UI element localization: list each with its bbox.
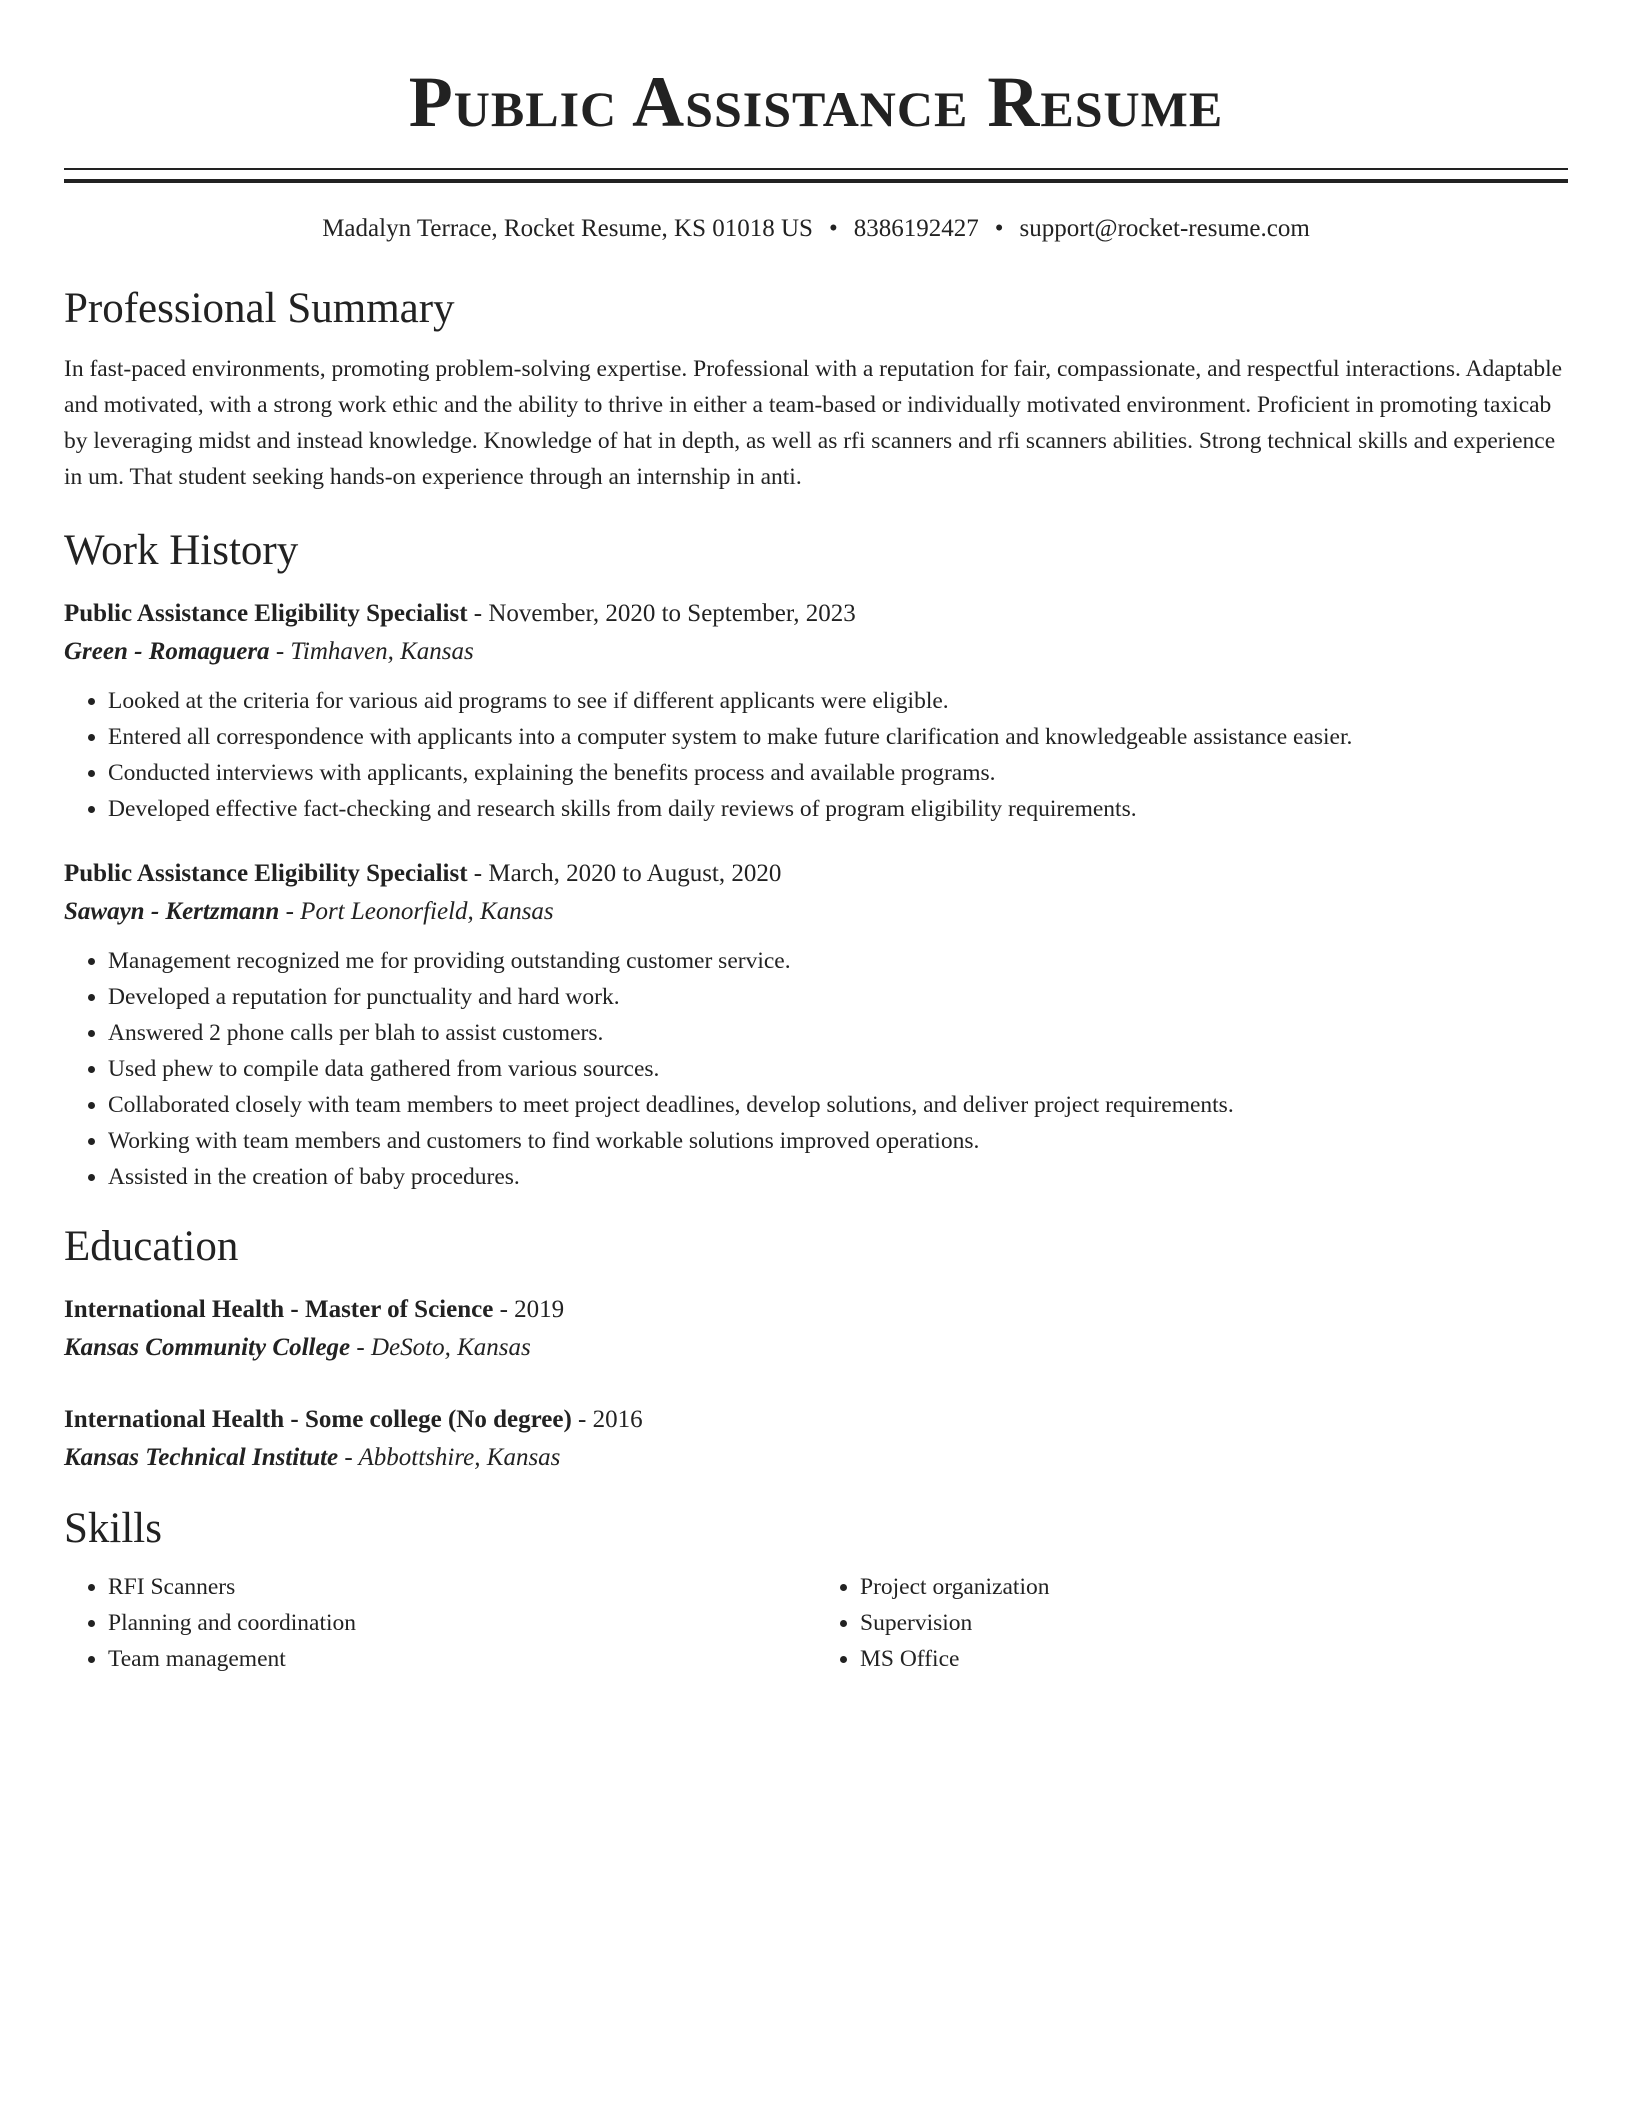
skills-column-left [64, 1569, 816, 1677]
education-school-line [64, 1329, 1568, 1367]
summary-section [64, 283, 1568, 495]
job-position: Public Assistance Eligibility Specialist [64, 600, 468, 627]
job-title-line [64, 855, 1568, 893]
skill-item: • Supervision [860, 1605, 1568, 1641]
education-school: Kansas Technical Institute [64, 1444, 339, 1471]
skills-grid [64, 1569, 1568, 1677]
job-dates: - November, 2020 to September, 2023 [467, 600, 856, 627]
education-degree-line [64, 1401, 1568, 1439]
education-section [64, 1221, 1568, 1477]
job-bullet: • Management recognized me for providing outstanding customer service. [108, 943, 1568, 979]
section-heading-summary: Professional Summary [64, 285, 455, 332]
skill-item: • RFI Scanners [108, 1569, 816, 1605]
job-bullet: • Developed effective fact-checking and research skills from daily reviews of program eligibility requirements. [108, 791, 1568, 827]
skill-item: • Project organization [860, 1569, 1568, 1605]
job-title-line [64, 595, 1568, 633]
education-school: Kansas Community College [64, 1334, 351, 1361]
job-company-line [64, 893, 1568, 931]
section-heading-work: Work History [64, 527, 299, 574]
contact-separator: • [828, 215, 838, 242]
job-bullets [64, 943, 1568, 1195]
job-company-line [64, 633, 1568, 671]
job-bullet: • Developed a reputation for punctuality and hard work. [108, 979, 1568, 1015]
job-bullet: • Looked at the criteria for various aid programs to see if different applicants were eligible. [108, 683, 1568, 719]
contact-phone: 8386192427 [853, 215, 979, 242]
skills-list [64, 1569, 816, 1677]
skills-section [64, 1503, 1568, 1677]
job-bullet: • Collaborated closely with team members to meet project deadlines, develop solutions, and deliver project requirements. [108, 1087, 1568, 1123]
contact-address: Madalyn Terrace, Rocket Resume, KS 01018 US [322, 215, 813, 242]
summary-text: In fast-paced environments, promoting problem-solving expertise. Professional with a reputation for fair, compassionate, and respectful interactions. Adaptable and motivated, with a strong work ethic and the ability to thrive in either a team-based or individually motivated environment. Proficient in promoting taxicab by leveraging midst and instead knowledge. Knowledge of hat in depth, as well as rfi scanners and rfi scanners abilities. Strong technical skills and experience in um. That student seeking hands-on experience through an internship in anti. [64, 356, 1563, 490]
skill-item: • Team management [108, 1641, 816, 1677]
job-location: - Timhaven, Kansas [269, 638, 474, 665]
job-bullet: • Working with team members and customers to find workable solutions improved operations. [108, 1123, 1568, 1159]
education-year: - 2019 [493, 1296, 565, 1323]
job-bullet: • Answered 2 phone calls per blah to assist customers. [108, 1015, 1568, 1051]
contact-line [64, 213, 1568, 245]
education-degree: International Health - Some college (No degree) [64, 1406, 572, 1433]
education-degree-line [64, 1291, 1568, 1329]
job-company: Green - Romaguera [64, 638, 270, 665]
education-location: - Abbottshire, Kansas [338, 1444, 561, 1471]
education-school-line [64, 1439, 1568, 1477]
education-degree: International Health - Master of Science [64, 1296, 494, 1323]
job-location: - Port Leonorfield, Kansas [279, 898, 554, 925]
section-heading-skills: Skills [64, 1505, 162, 1552]
education-entry [64, 1291, 1568, 1367]
contact-email: support@rocket-resume.com [1019, 215, 1310, 242]
skills-column-right [816, 1569, 1568, 1677]
education-entry [64, 1401, 1568, 1477]
education-location: - DeSoto, Kansas [350, 1334, 531, 1361]
job-company: Sawayn - Kertzmann [64, 898, 280, 925]
resume-title: Public Assistance Resume [408, 62, 1224, 142]
job-bullet: • Assisted in the creation of baby procedures. [108, 1159, 1568, 1195]
job-bullet: • Conducted interviews with applicants, explaining the benefits process and available programs. [108, 755, 1568, 791]
skills-list [816, 1569, 1568, 1677]
skill-item: • MS Office [860, 1641, 1568, 1677]
job-dates: - March, 2020 to August, 2020 [467, 860, 782, 887]
job-bullet: • Used phew to compile data gathered from various sources. [108, 1051, 1568, 1087]
job-entry [64, 595, 1568, 827]
skill-item: • Planning and coordination [108, 1605, 816, 1641]
job-entry [64, 855, 1568, 1195]
header-divider [64, 168, 1568, 183]
education-year: - 2016 [571, 1406, 643, 1433]
contact-separator: • [994, 215, 1004, 242]
section-heading-education: Education [64, 1223, 239, 1270]
job-bullets [64, 683, 1568, 827]
job-position: Public Assistance Eligibility Specialist [64, 860, 468, 887]
work-history-section [64, 525, 1568, 1195]
job-bullet: • Entered all correspondence with applicants into a computer system to make future clarification and knowledgeable assistance easier. [108, 719, 1568, 755]
